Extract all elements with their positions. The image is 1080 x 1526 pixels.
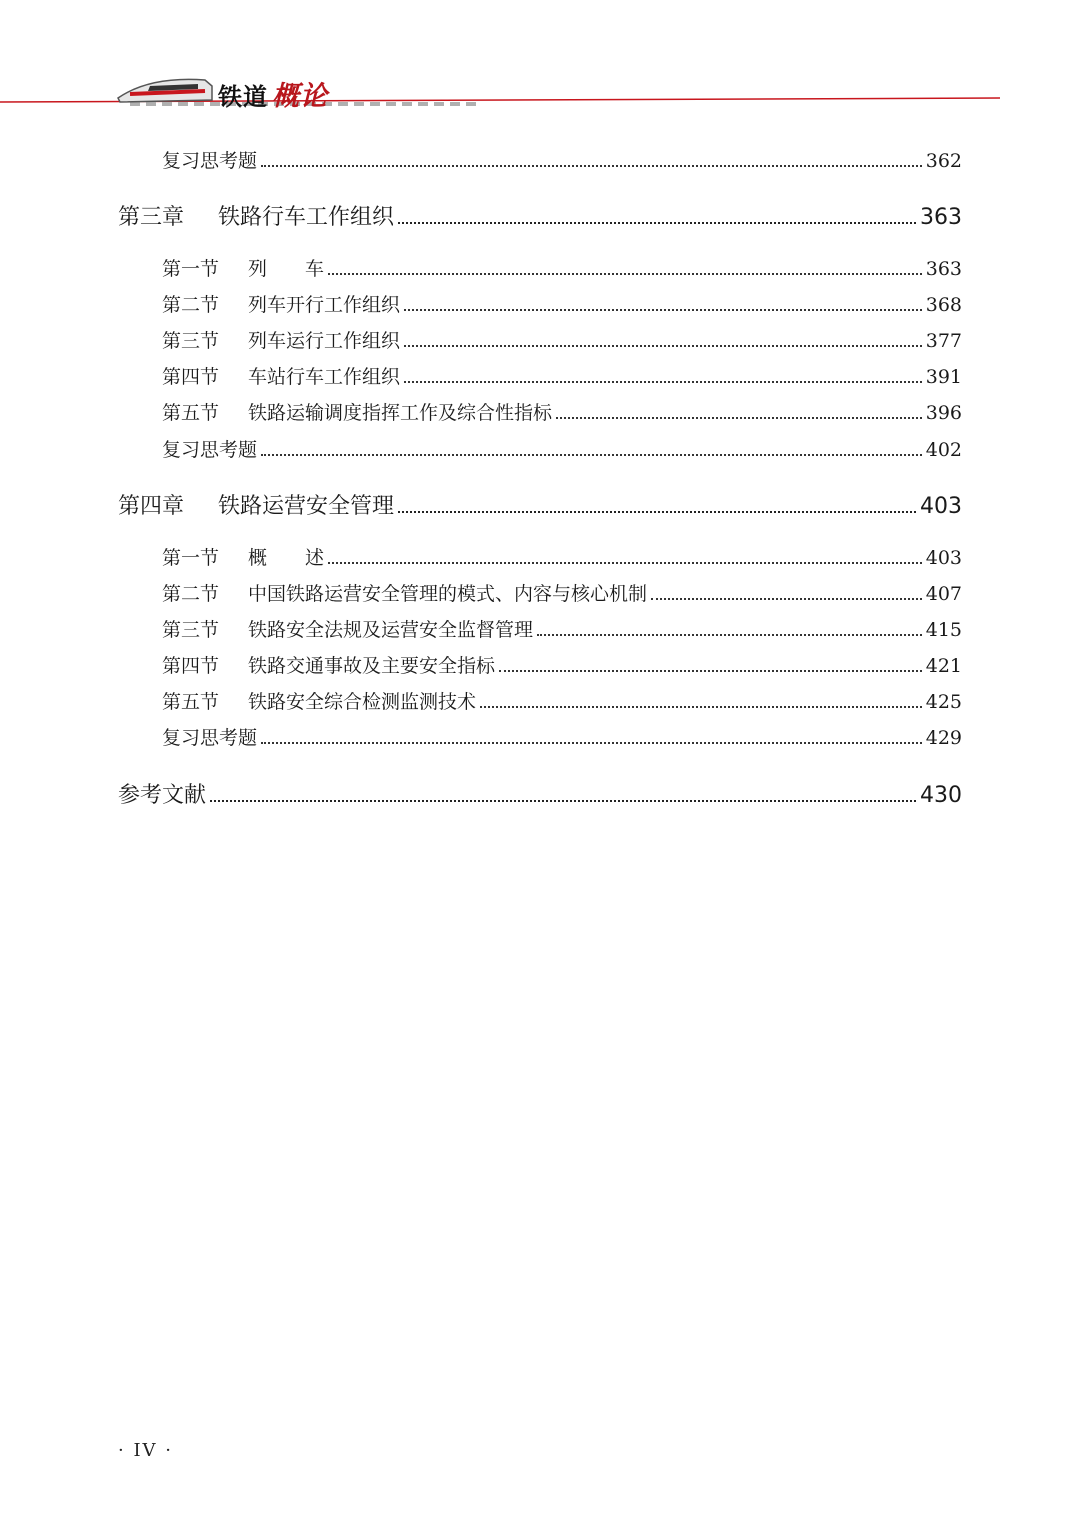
toc-section-entry[interactable] [162,362,962,389]
dot-leader [328,272,922,275]
dot-leader [651,597,922,600]
toc-chapter-entry[interactable] [118,489,962,520]
dot-leader [404,344,922,347]
page-number: · IV · [118,1440,173,1461]
toc-section-entry[interactable] [162,146,962,173]
entry-page-number: 430 [920,783,962,808]
entry-page-number: 368 [925,294,962,316]
entry-title: 车站行车工作组织 [248,366,401,388]
entry-title: 复习思考题 [162,439,258,461]
dot-leader [328,561,922,564]
toc-chapter-entry[interactable] [118,200,962,231]
toc-section-entry[interactable] [162,290,962,317]
toc-section-entry[interactable] [162,651,962,678]
entry-title: 复习思考题 [162,727,258,749]
entry-title: 列 车 [248,258,325,280]
entry-page-number: 415 [925,619,962,641]
entry-number: 第四节 [162,366,220,388]
train-logo [0,60,1080,120]
entry-page-number: 421 [925,655,962,677]
entry-number: 第一节 [162,547,220,569]
toc-section-entry[interactable] [162,254,962,281]
entry-title: 铁路安全综合检测监测技术 [248,691,477,713]
dot-leader [261,741,922,744]
entry-title: 参考文献 [118,783,207,808]
toc-section-entry[interactable] [162,579,962,606]
dot-leader [398,221,916,224]
toc-section-entry[interactable] [162,435,962,462]
dot-leader [261,453,922,456]
dot-leader [404,308,922,311]
toc-section-entry[interactable] [162,543,962,570]
entry-page-number: 429 [925,727,962,749]
book-title-main: 铁道 [218,83,268,111]
entry-title: 中国铁路运营安全管理的模式、内容与核心机制 [248,583,648,605]
entry-title: 铁路运营安全管理 [218,494,395,519]
entry-title: 列车开行工作组织 [248,294,401,316]
entry-page-number: 403 [920,494,962,519]
dot-leader [398,510,916,513]
toc-section-entry[interactable] [162,687,962,714]
toc-section-entry[interactable] [162,615,962,642]
entry-number: 第二节 [162,583,220,605]
entry-title: 列车运行工作组织 [248,330,401,352]
entry-number: 第四节 [162,655,220,677]
toc-section-entry[interactable] [162,398,962,425]
entry-page-number: 425 [925,691,962,713]
entry-title: 铁路交通事故及主要安全指标 [248,655,496,677]
dot-leader [556,416,922,419]
running-header [0,60,1080,120]
toc-section-entry[interactable] [162,723,962,750]
toc-chapter-entry[interactable] [118,778,962,809]
dot-leader [404,380,922,383]
book-title-accent: 概论 [272,81,328,112]
entry-page-number: 402 [925,439,962,461]
entry-title: 铁路行车工作组织 [218,205,395,230]
dot-leader [537,633,922,636]
entry-page-number: 407 [925,583,962,605]
entry-number: 第四章 [118,494,185,519]
entry-number: 第三章 [118,205,185,230]
entry-title: 铁路安全法规及运营安全监督管理 [248,619,534,641]
entry-page-number: 396 [925,402,962,424]
entry-number: 第三节 [162,330,220,352]
entry-page-number: 403 [925,547,962,569]
dot-leader [480,705,922,708]
toc-section-entry[interactable] [162,326,962,353]
book-title [218,74,328,113]
entry-number: 第五节 [162,691,220,713]
entry-page-number: 363 [920,205,962,230]
entry-page-number: 377 [925,330,962,352]
entry-page-number: 391 [925,366,962,388]
entry-number: 第一节 [162,258,220,280]
dot-leader [210,799,916,802]
dot-leader [499,669,922,672]
dot-leader [261,164,922,167]
entry-number: 第三节 [162,619,220,641]
entry-page-number: 363 [925,258,962,280]
entry-title: 概 述 [248,547,325,569]
entry-number: 第五节 [162,402,220,424]
entry-title: 复习思考题 [162,150,258,172]
entry-number: 第二节 [162,294,220,316]
entry-page-number: 362 [925,150,962,172]
entry-title: 铁路运输调度指挥工作及综合性指标 [248,402,553,424]
